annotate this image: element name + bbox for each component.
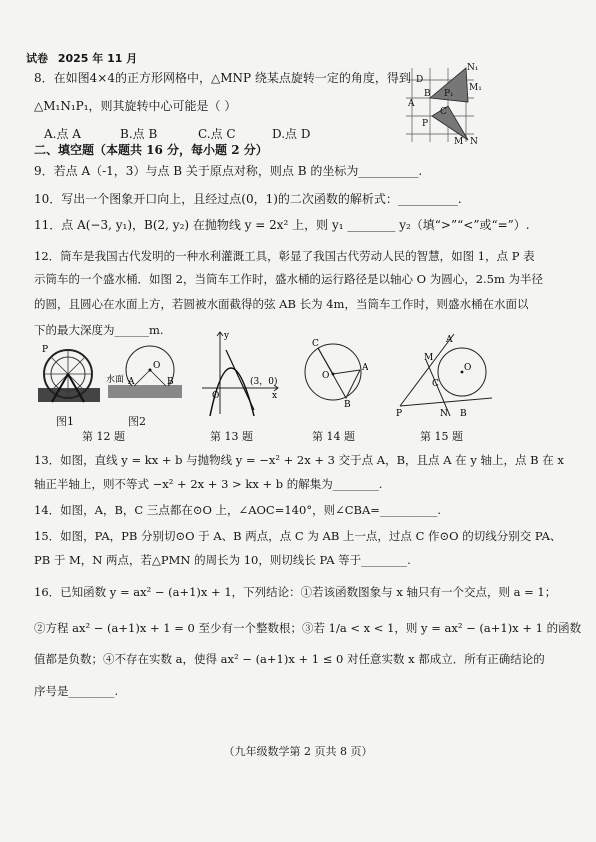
fig1-caption: 图1 <box>56 415 74 428</box>
exam-header <box>26 50 137 66</box>
q8-option-a: A.点 A <box>44 127 81 141</box>
fig13-label-y: y <box>224 331 230 341</box>
q8-label-n: N <box>470 137 478 146</box>
q12-line4: 下的最大深度为______m. <box>34 323 164 337</box>
q8-label-b: B <box>424 89 431 99</box>
q8-grid-figure <box>398 62 484 146</box>
q8-option-b: B.点 B <box>120 127 158 141</box>
caption-q15: 第 15 题 <box>420 430 463 443</box>
q10-text: 10．写出一个图象开口向上，且经过点(0，1)的二次函数的解析式：__________. <box>34 192 462 206</box>
fig2-label-b: B <box>167 377 174 387</box>
fig2-label-a: A <box>128 377 135 387</box>
fig15-label-m: M <box>424 353 434 363</box>
fig2-label-water: 水面 <box>106 375 125 385</box>
svg-text:P: P <box>42 345 49 355</box>
page-footer: （九年级数学第 2 页共 8 页） <box>223 745 373 758</box>
fig15-label-n: N <box>440 409 448 419</box>
q8-option-d: D.点 D <box>272 127 311 141</box>
fig2-caption: 图2 <box>128 415 146 428</box>
q8-label-c: C <box>440 107 447 117</box>
fig15-label-o: O <box>464 363 472 373</box>
caption-q12: 第 12 题 <box>82 430 125 443</box>
q15-line2: PB 于 M，N 两点，若△PMN 的周长为 10，则切线长 PA 等于________. <box>34 553 411 567</box>
fig15-label-b: B <box>460 409 467 419</box>
caption-q13: 第 13 题 <box>210 430 253 443</box>
fig15-label-a: A <box>446 335 453 345</box>
fig2-label-o: O <box>153 361 161 371</box>
q8-label-p1: P₁ <box>444 89 454 99</box>
section2-title: 二、填空题（本题共 16 分，每小题 2 分） <box>34 143 268 157</box>
q8-label-a: A <box>408 99 415 109</box>
header-date: 2025 年 11 月 <box>57 52 138 65</box>
q15-line1: 15．如图，PA，PB 分别切⊙O 于 A、B 两点，点 C 为 AB 上一点，过点 C 作⊙O 的切线分别交 PA、 <box>34 529 562 543</box>
q8-option-c: C.点 C <box>198 127 236 141</box>
q16-line2: ②方程 ax² − (a+1)x + 1 = 0 至少有一个整数根；③若 1/a < x < 1，则 y = ax² − (a+1)x + 1 的函数 <box>34 621 582 635</box>
q12-line2: 示筒车的一个盛水桶．如图 2，当筒车工作时，盛水桶的运行路径是以轴心 O 为圆心，2.5m 为半径 <box>34 272 544 286</box>
q13-line1: 13．如图，直线 y = kx + b 与抛物线 y = −x² + 2x + 3 交于点 A，B，且点 A 在 y 轴上，点 B 在 x <box>34 453 564 467</box>
fig13-point-label: (3，0) <box>250 377 278 387</box>
fig14-label-o: O <box>322 371 330 381</box>
q14-text: 14．如图，A，B，C 三点都在⊙O 上，∠AOC=140°，则∠CBA=__________. <box>34 503 442 517</box>
fig14-label-b: B <box>344 400 351 408</box>
q12-line3: 的圆，且圆心在水面上方，若圆被水面截得的弦 AB 长为 4m，当筒车工作时，则盛水桶在水面以 <box>34 297 529 311</box>
q12-line1: 12．筒车是我国古代发明的一种水利灌溉工具，彰显了我国古代劳动人民的智慧，如图 1，点 P 表 <box>34 249 535 263</box>
q8-label-n1: N₁ <box>467 63 479 73</box>
fig15-tangent-diagram <box>396 330 496 420</box>
fig13-label-x: x <box>272 391 278 401</box>
q8-label-m: M <box>454 137 464 146</box>
q9-text: 9．若点 A（-1，3）与点 B 关于原点对称，则点 B 的坐标为__________. <box>34 164 423 178</box>
q8-line2: △M₁N₁P₁，则其旋转中心可能是（ ） <box>34 99 237 113</box>
fig14-label-c: C <box>312 339 319 349</box>
fig15-label-p: P <box>396 409 403 419</box>
q16-line4: 序号是________. <box>34 684 119 698</box>
header-prefix: 试卷 <box>26 52 48 65</box>
q13-line2: 轴正半轴上，则不等式 −x² + 2x + 3 > kx + b 的解集为________. <box>34 477 383 491</box>
fig14-label-a: A <box>362 363 368 373</box>
fig2-circle-diagram <box>104 342 184 412</box>
caption-q14: 第 14 题 <box>312 430 355 443</box>
fig15-label-c: C <box>432 379 439 389</box>
fig1-waterwheel <box>38 342 100 410</box>
fig13-parabola-diagram <box>200 330 280 418</box>
q16-line3: 值都是负数；④不存在实数 a，使得 ax² − (a+1)x + 1 ≤ 0 对任意实数 x 都成立．所有正确结论的 <box>34 652 545 666</box>
q16-line1: 16．已知函数 y = ax² − (a+1)x + 1，下列结论：①若该函数图象与 x 轴只有一个交点，则 a = 1； <box>34 585 557 599</box>
q11-text: 11．点 A(−3, y₁)，B(2, y₂) 在抛物线 y = 2x² 上，则 y₁ ________ y₂（填“>”“<”或“=”）. <box>34 218 530 232</box>
q8-label-m1: M₁ <box>469 83 482 93</box>
q8-line1: 8．在如图4×4的正方形网格中，△MNP 绕某点旋转一定的角度，得到 <box>34 71 411 85</box>
fig13-label-o: O <box>212 391 220 401</box>
fig14-circle-angle <box>298 336 368 408</box>
q8-label-d: D <box>416 75 424 85</box>
q8-label-p: P <box>422 119 429 129</box>
